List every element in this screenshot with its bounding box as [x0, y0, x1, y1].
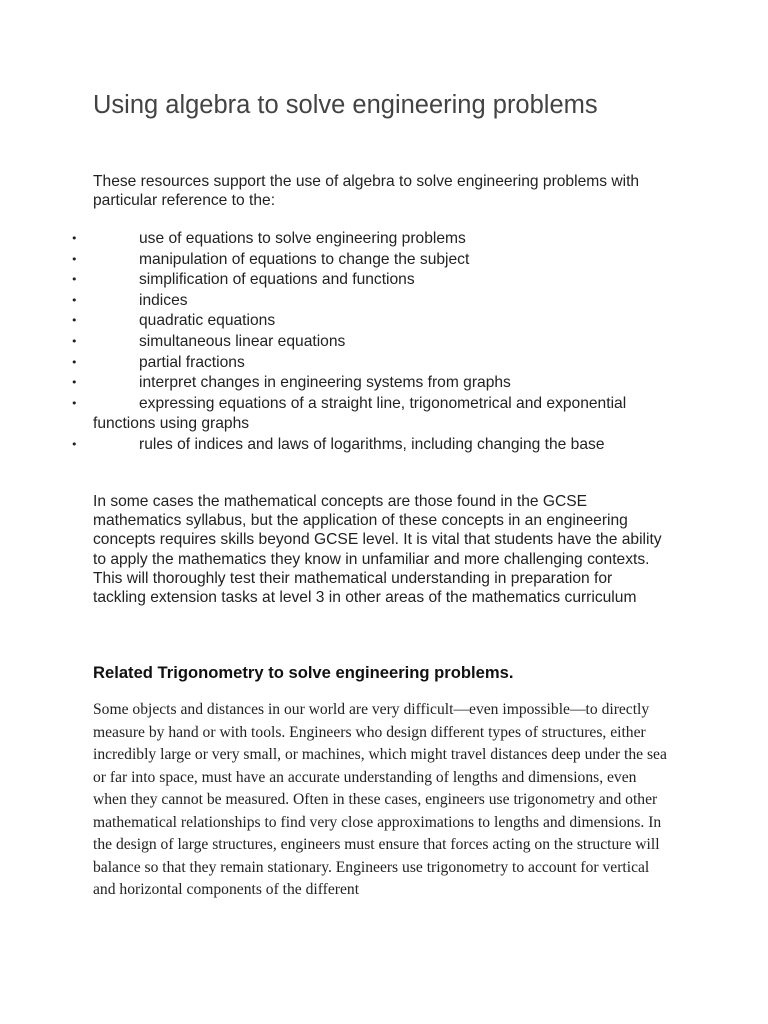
section-heading: Related Trigonometry to solve engineering problems.	[93, 663, 514, 682]
list-item-text: expressing equations of a straight line, trigonometrical and exponential functions using graphs	[93, 394, 627, 433]
list-item-text: interpret changes in engineering systems from graphs	[139, 374, 511, 392]
bullet-icon: •	[71, 314, 78, 328]
list-item	[0, 435, 653, 456]
bullet-icon: •	[71, 293, 78, 307]
bullet-icon: •	[71, 334, 78, 348]
list-item	[0, 229, 653, 250]
intro-paragraph: These resources support the use of algebra to solve engineering problems with particular reference to the:	[93, 173, 640, 209]
list-item-text: quadratic equations	[139, 312, 276, 330]
bullet-icon: •	[71, 437, 78, 451]
bullet-icon: •	[71, 273, 78, 287]
list-item	[0, 332, 653, 353]
list-item	[0, 291, 653, 312]
list-item-text: partial fractions	[139, 353, 245, 371]
list-item	[0, 250, 653, 271]
list-item	[0, 353, 653, 374]
list-item-text: rules of indices and laws of logarithms, including changing the base	[139, 435, 605, 453]
bullet-icon: •	[71, 355, 78, 369]
list-item	[0, 373, 653, 394]
bullet-icon: •	[71, 396, 78, 410]
page-title: Using algebra to solve engineering problems	[93, 91, 598, 119]
list-item-text: use of equations to solve engineering problems	[139, 230, 466, 247]
section-paragraph: Some objects and distances in our world are very difficult—even impossible—to directly measure by hand or with tools. Engineers who design different types of structures, either incredibly large or very small, or machines, which might travel distances deep under the sea or far into space, must have an accurate understanding of lengths and dimensions, even when they cannot be measured. Often in these cases, engineers use trigonometry and other mathematical relationships to find very close approximations to lengths and dimensions. In the design of large structures, engineers must ensure that forces acting on the structure will balance so that they remain stationary. Engineers use trigonometry to account for vertical and horizontal components of the different	[93, 701, 667, 898]
body-paragraph: In some cases the mathematical concepts are those found in the GCSE mathematics syllabus, but the application of these concepts in an engineering concepts requires skills beyond GCSE level. It is vital that students have the ability to apply the mathematics they know in unfamiliar and more challenging contexts. This will thoroughly test their mathematical understanding in preparation for tackling extension tasks at level 3 in other areas of the mathematics curriculum	[93, 493, 662, 607]
bullet-icon: •	[71, 376, 78, 390]
topic-list	[0, 229, 768, 456]
list-item	[0, 270, 653, 291]
list-item	[0, 311, 653, 332]
list-item-text: manipulation of equations to change the subject	[139, 250, 470, 268]
list-item-text: simplification of equations and functions	[139, 271, 415, 289]
bullet-icon: •	[71, 252, 78, 266]
list-item-text: simultaneous linear equations	[139, 332, 346, 350]
bullet-icon: •	[71, 232, 78, 245]
list-item-text: indices	[139, 291, 188, 309]
list-item	[0, 394, 653, 435]
